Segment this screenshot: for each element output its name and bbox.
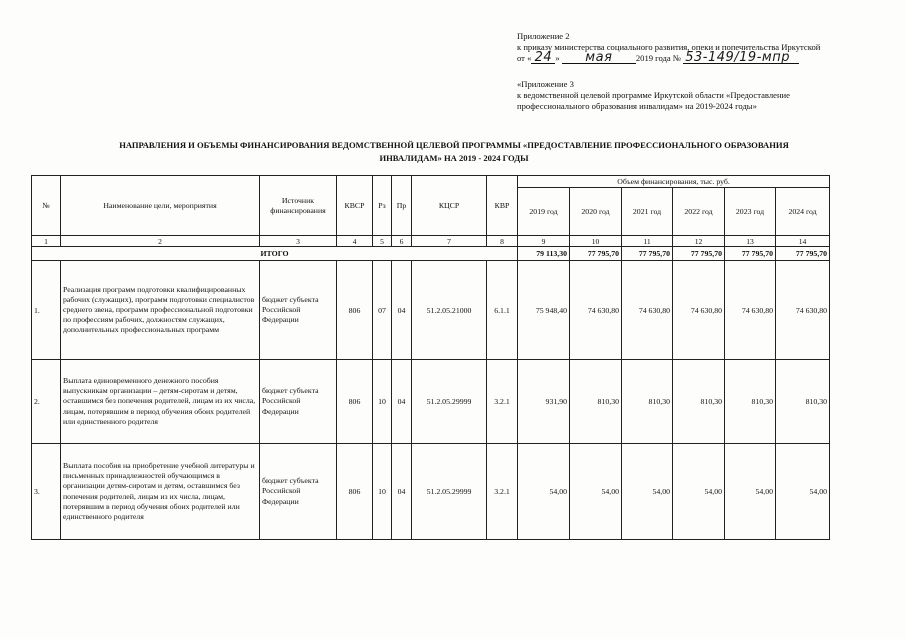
column-number: 9	[518, 236, 570, 247]
row-number: 2.	[32, 360, 61, 444]
total-value: 77 795,70	[570, 247, 622, 261]
appendix-line-5: к ведомственной целевой программе Иркутской области «Предоставление	[517, 89, 790, 100]
handwritten-month: мая	[562, 53, 636, 64]
appendix-line-2: к приказу министерства социального развития, опеки и попечительства Иркутской	[517, 42, 821, 53]
total-value: 77 795,70	[673, 247, 725, 261]
row-value: 75 948,40	[518, 261, 570, 360]
appendix-date-line	[517, 50, 862, 66]
funding-table	[31, 175, 830, 540]
row-name: Реализация программ подготовки квалифицированных рабочих (служащих), программ подготовки специалистов среднего звена, программ профессиональной подготовки по профессиям рабочих, должностям служащих, дополнительных профессиональных программ	[61, 261, 260, 360]
appendix-line-1: Приложение 2	[517, 31, 570, 41]
row-rz: 07	[373, 261, 392, 360]
header-row-1	[32, 176, 830, 188]
header-year: 2023 год	[725, 188, 776, 236]
row-value: 74 630,80	[725, 261, 776, 360]
row-value: 54,00	[673, 444, 725, 540]
header-source: Источник финансирования	[260, 176, 337, 236]
row-kvsr: 806	[337, 444, 373, 540]
row-rz: 10	[373, 444, 392, 540]
row-value: 810,30	[570, 360, 622, 444]
column-number: 2	[61, 236, 260, 247]
row-rz: 10	[373, 360, 392, 444]
column-number: 8	[487, 236, 518, 247]
row-value: 74 630,80	[673, 261, 725, 360]
row-value: 54,00	[725, 444, 776, 540]
header-year: 2020 год	[570, 188, 622, 236]
header-kvsr: КВСР	[337, 176, 373, 236]
row-value: 74 630,80	[570, 261, 622, 360]
title-line-2: ИНВАЛИДАМ» НА 2019 - 2024 ГОДЫ	[379, 152, 529, 163]
header-year: 2019 год	[518, 188, 570, 236]
row-kvr: 6.1.1	[487, 261, 518, 360]
date-prefix: от «	[517, 53, 532, 64]
row-pr: 04	[392, 360, 412, 444]
total-row	[32, 247, 830, 261]
header-rz: Рз	[373, 176, 392, 236]
column-number: 11	[622, 236, 673, 247]
total-value: 77 795,70	[776, 247, 830, 261]
total-value: 79 113,30	[518, 247, 570, 261]
row-value: 74 630,80	[622, 261, 673, 360]
column-number: 7	[412, 236, 487, 247]
column-number: 6	[392, 236, 412, 247]
row-name: Выплата единовременного денежного пособия выпускникам организации – детям-сиротам и детям, оставшимся без попечения родителей, лицам из их числа, лицам, потерявшим в период обучения обоих родителей или единственного родителя	[61, 360, 260, 444]
column-number: 1	[32, 236, 61, 247]
row-value: 54,00	[570, 444, 622, 540]
header-funding: Объем финансирования, тыс. руб.	[518, 176, 830, 188]
document-title	[40, 139, 868, 164]
row-pr: 04	[392, 261, 412, 360]
row-number: 1.	[32, 261, 61, 360]
header-name: Наименование цели, мероприятия	[61, 176, 260, 236]
header-num: №	[32, 176, 61, 236]
total-value: 77 795,70	[622, 247, 673, 261]
total-label: ИТОГО	[32, 247, 518, 261]
row-value: 810,30	[725, 360, 776, 444]
appendix-block	[517, 31, 862, 112]
header-kcsr: КЦСР	[412, 176, 487, 236]
row-source: бюджет субъекта Российской Федерации	[260, 444, 337, 540]
row-kvsr: 806	[337, 360, 373, 444]
row-source: бюджет субъекта Российской Федерации	[260, 360, 337, 444]
row-value: 54,00	[518, 444, 570, 540]
row-value: 54,00	[622, 444, 673, 540]
header-pr: Пр	[392, 176, 412, 236]
appendix-line-6: профессионального образования инвалидам» на 2019-2024 годы»	[517, 101, 757, 112]
header-year: 2022 год	[673, 188, 725, 236]
row-value: 54,00	[776, 444, 830, 540]
column-number: 10	[570, 236, 622, 247]
handwritten-day: 24	[531, 53, 555, 64]
column-number-row	[32, 236, 830, 247]
column-number: 3	[260, 236, 337, 247]
header-kvr: КВР	[487, 176, 518, 236]
row-name: Выплата пособия на приобретение учебной литературы и письменных принадлежностей обучающимся в организации детям-сиротам и детям, оставшимся без попечения родителей, лицам из их числа, лицам, потерявшим в период обучения обоих родителей или единственного родителя	[61, 444, 260, 540]
row-value: 810,30	[622, 360, 673, 444]
column-number: 4	[337, 236, 373, 247]
column-number: 13	[725, 236, 776, 247]
table-row	[32, 261, 830, 360]
header-year: 2021 год	[622, 188, 673, 236]
row-source: бюджет субъекта Российской Федерации	[260, 261, 337, 360]
header-year: 2024 год	[776, 188, 830, 236]
row-kvr: 3.2.1	[487, 444, 518, 540]
table-row	[32, 444, 830, 540]
row-kcsr: 51.2.05.29999	[412, 360, 487, 444]
column-number: 14	[776, 236, 830, 247]
column-number: 5	[373, 236, 392, 247]
handwritten-order-number: 53-149/19-мпр	[683, 53, 799, 64]
title-line-1: НАПРАВЛЕНИЯ И ОБЪЕМЫ ФИНАНСИРОВАНИЯ ВЕДОМСТВЕННОЙ ЦЕЛЕВОЙ ПРОГРАММЫ «ПРЕДОСТАВЛЕНИЕ ПРОФЕССИОНАЛЬНОГО ОБРАЗОВАНИЯ	[119, 140, 789, 150]
date-year-text: 2019 года №	[635, 53, 682, 64]
row-value: 74 630,80	[776, 261, 830, 360]
row-kcsr: 51.2.05.21000	[412, 261, 487, 360]
row-pr: 04	[392, 444, 412, 540]
row-value: 931,90	[518, 360, 570, 444]
column-number: 12	[673, 236, 725, 247]
row-kvsr: 806	[337, 261, 373, 360]
row-kvr: 3.2.1	[487, 360, 518, 444]
row-value: 810,30	[776, 360, 830, 444]
appendix-line-4: «Приложение 3	[517, 78, 574, 89]
row-value: 810,30	[673, 360, 725, 444]
date-mid: »	[555, 53, 560, 64]
table-row	[32, 360, 830, 444]
total-value: 77 795,70	[725, 247, 776, 261]
row-kcsr: 51.2.05.29999	[412, 444, 487, 540]
row-number: 3.	[32, 444, 61, 540]
